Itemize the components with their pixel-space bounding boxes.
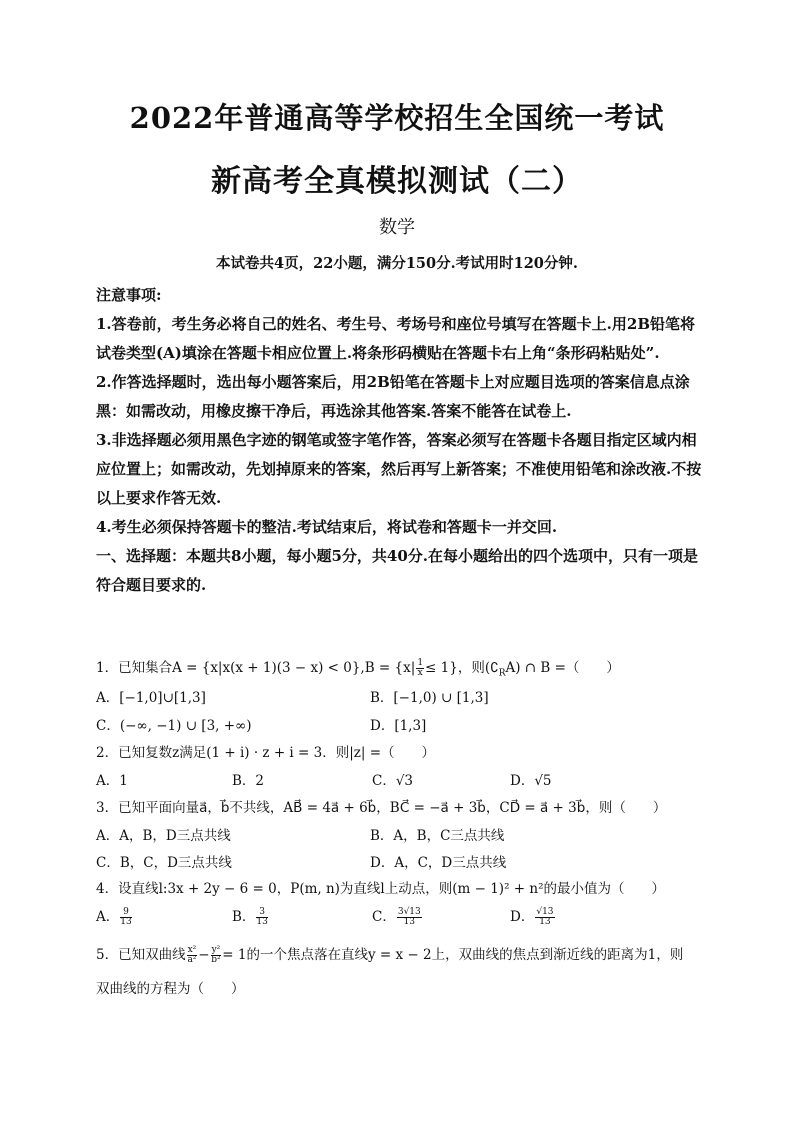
frac-num: 3	[256, 908, 267, 918]
exam-info: 本试卷共4页，22小题，满分150分.考试用时120分钟.	[216, 255, 578, 272]
question-4-option-a	[96, 905, 133, 927]
q1-subscript: R	[498, 668, 506, 679]
question-3-option-d: D．A，C，D三点共线	[370, 855, 507, 871]
instructions-heading: 注意事项:	[96, 286, 162, 304]
frac-den: 13	[120, 917, 132, 927]
frac-den: a²	[187, 955, 197, 965]
subject-label: 数学	[379, 217, 415, 238]
frac-num: 9	[120, 908, 131, 918]
q4-a-fraction	[120, 908, 131, 927]
question-2-option-b: B．2	[232, 773, 265, 789]
q1-stem-part: ≤ 1}，则(∁	[425, 660, 499, 676]
question-1-option-c: C．(−∞, −1) ∪ [3, +∞)	[96, 718, 252, 734]
question-1-option-d: D．[1,3]	[370, 718, 427, 734]
question-3-stem: 3．已知平面向量a⃗，b⃗不共线，AB⃗ = 4a⃗ + 6b⃗，BC⃗ = −a⃗ + 3b⃗，CD⃗ = a⃗ + 3b⃗，则（ ）	[96, 800, 667, 816]
question-2-stem: 2．已知复数z满足(1 + i) · z + i = 3．则|z| =（ ）	[96, 745, 436, 761]
option-label: D．	[510, 909, 535, 925]
instruction-item-3: 3.非选择题必须用黑色字迹的钢笔或签字笔作答，答案必须写在答题卡各题目指定区域内相应位置上；如需改动，先划掉原来的答案，然后再写上新答案；不准使用铅笔和涂改液.不按以上要求作答无效.	[96, 431, 702, 507]
q1-stem-part: A) ∩ B =（ ）	[505, 660, 620, 676]
instructions	[96, 281, 702, 600]
q5-fraction-y	[211, 946, 222, 965]
question-4-option-b	[232, 905, 269, 927]
question-3-option-b: B．A，B，C三点共线	[370, 828, 505, 844]
q1-set-open: {x|	[394, 660, 416, 676]
question-1-stem	[96, 656, 620, 679]
q4-b-fraction	[256, 908, 267, 927]
q1-frac-num: 1	[417, 658, 424, 668]
q1-frac-den: x	[417, 668, 423, 678]
q4-c-fraction	[397, 908, 422, 927]
question-3-option-c: C．B，C，D三点共线	[96, 855, 232, 871]
question-2-option-d: D．√5	[510, 773, 552, 789]
instruction-item-2: 2.作答选择题时，选出每小题答案后，用2B铅笔在答题卡上对应题目选项的答案信息点涂黑：如需改动，用橡皮擦干净后，再选涂其他答案.答案不能答在试卷上.	[96, 373, 690, 420]
question-4-option-c	[372, 905, 423, 927]
frac-num: y²	[211, 945, 221, 955]
exam-title: 2022年普通高等学校招生全国统一考试	[129, 101, 665, 135]
question-1-option-b: B．[−1,0) ∪ [1,3]	[370, 690, 489, 706]
option-label: C．	[372, 909, 396, 925]
q5-minus: −	[198, 947, 210, 963]
exam-subtitle: 新高考全真模拟测试（二）	[211, 164, 583, 199]
q4-d-fraction	[535, 908, 554, 927]
q5-fraction-x	[187, 946, 198, 965]
frac-num: x²	[187, 945, 197, 955]
question-4-stem: 4．设直线l:3x + 2y − 6 = 0，P(m, n)为直线l上动点，则(m − 1)² + n²的最小值为（ ）	[96, 881, 665, 897]
q1-stem-part: 1．已知集合A = {x|x(x + 1)(3 − x) < 0},B =	[96, 660, 395, 676]
instruction-item-1: 1.答卷前，考生务必将自己的姓名、考生号、考场号和座位号填写在答题卡上.用2B铅笔将试卷类型(A)填涂在答题卡相应位置上.将条形码横贴在答题卡右上角“条形码粘贴处”.	[96, 315, 696, 362]
question-5-stem	[96, 943, 683, 965]
q5-stem-part: 5．已知双曲线	[96, 947, 186, 963]
option-label: B．	[232, 909, 256, 925]
q5-stem-part: = 1的一个焦点落在直线y = x − 2上，双曲线的焦点到渐近线的距离为1，则	[222, 947, 684, 963]
question-2-option-a: A．1	[96, 773, 128, 789]
frac-den: 13	[256, 917, 268, 927]
frac-den: 13	[403, 917, 416, 927]
question-4-option-d	[510, 905, 556, 927]
q1-fraction	[416, 659, 424, 678]
question-3-option-a: A．A，B，D三点共线	[96, 828, 231, 844]
question-2-option-c: C．√3	[372, 773, 414, 789]
option-label: A．	[96, 909, 120, 925]
frac-den: b²	[211, 955, 221, 965]
frac-num: √13	[536, 907, 554, 917]
frac-num: 3√13	[397, 907, 421, 917]
instruction-item-4: 4.考生必须保持答题卡的整洁.考试结束后，将试卷和答题卡一并交回.	[96, 518, 558, 536]
section-heading: 一、选择题：本题共8小题，每小题5分，共40分.在每小题给出的四个选项中，只有一项是符合题目要求的.	[96, 547, 698, 594]
question-1-option-a: A．[−1,0]∪[1,3]	[96, 690, 206, 706]
frac-den: 13	[539, 917, 551, 927]
question-5-stem-line-2: 双曲线的方程为（ ）	[96, 981, 245, 997]
